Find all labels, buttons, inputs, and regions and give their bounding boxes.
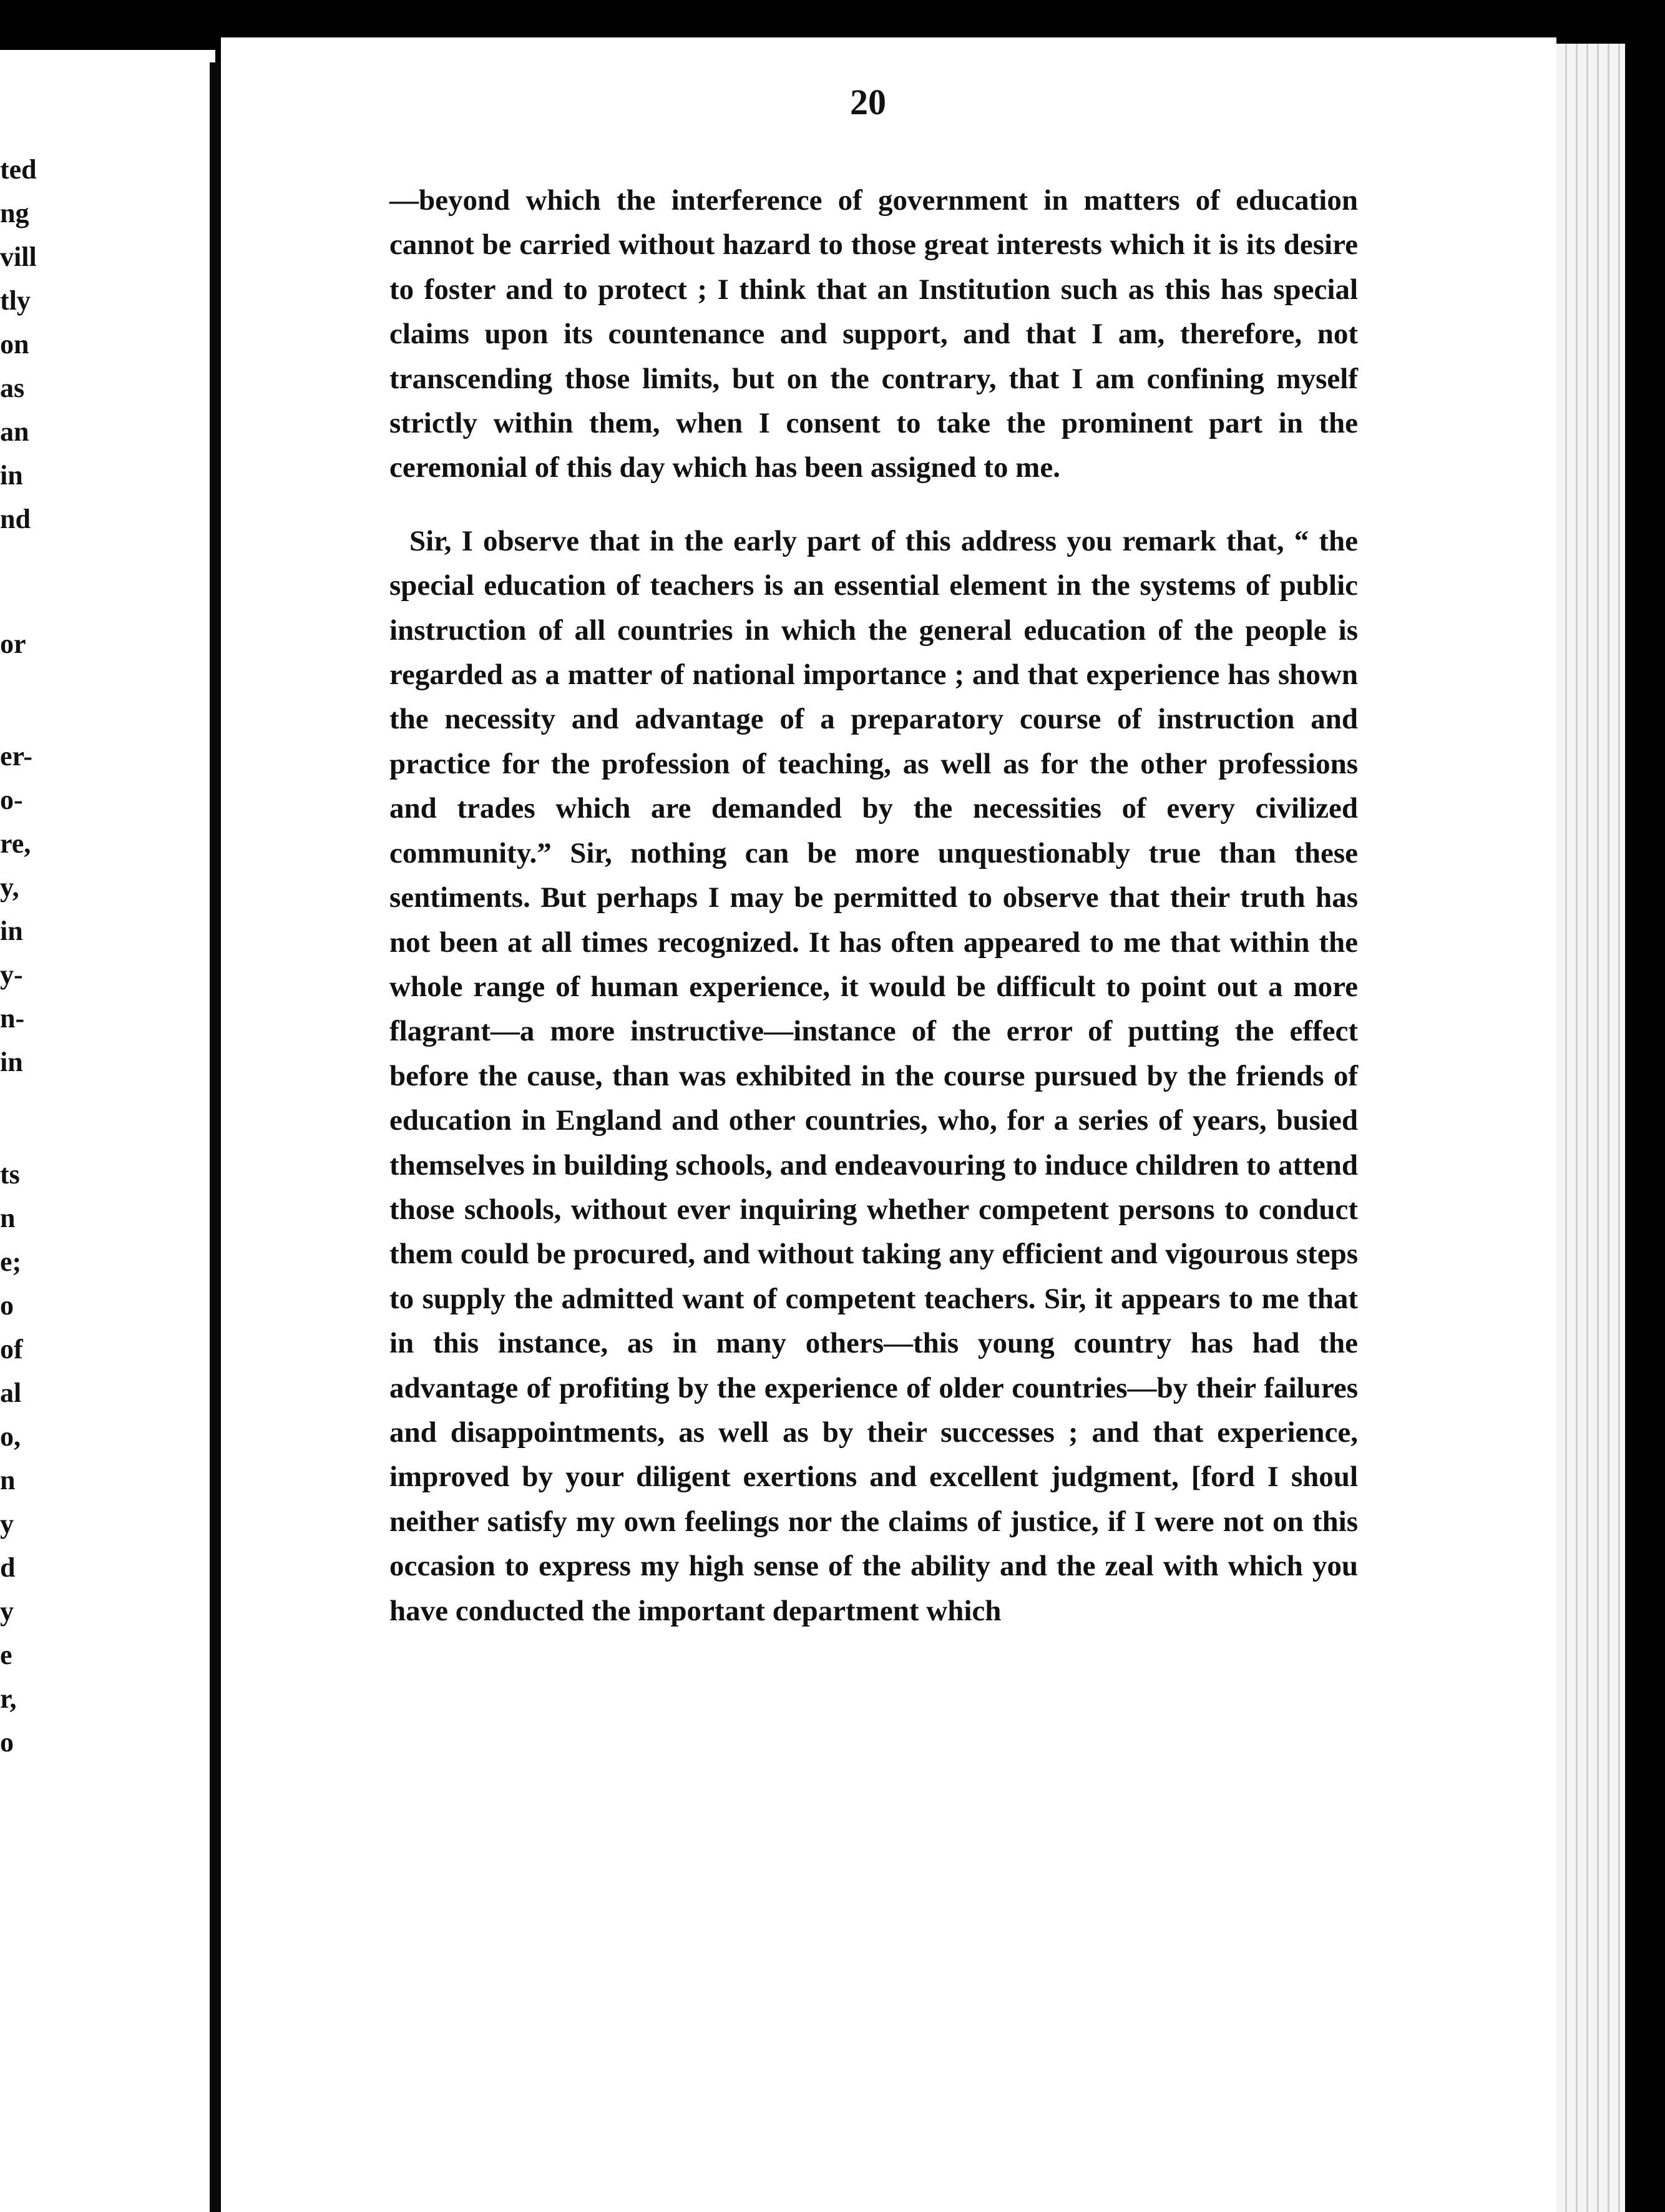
paragraph: Sir, I observe that in the early part of this address you remark that, “ the special education of teachers is an essential element in the systems of public instruction of all countries in which the general education of the people is regarded as a matter of national importance ; and that experience has shown the necessity and advantage of a preparatory course of instruction and practice for the profession of teaching, as well as for the other professions and trades which are demanded by the necessities of every civilized community.” Sir, nothing can be more unquestionably true than these sentiments. But perhaps I may be permitted to observe that their truth has not been at all times recognized. It has often appeared to me that within the whole range of human experience, it would be difficult to point out a more flagrant—a more instructive—instance of the error of putting the effect before the cause, than was exhibited in the course pursued by the friends of education in England and other countries, who, for a series of years, busied themselves in building schools, and endeavouring to induce children to attend those schools, without ever inquiring whether competent persons to conduct them could be procured, and without taking any efficient and vigourous steps to supply the admitted want of competent teachers. Sir, it appears to me that in this instance, as in many others—this young country has had the advantage of profiting by the experience of older countries—by their failures and disappointments, as well as by their successes ; and that experience, improved by your diligent exertions and excellent judgment, [ford I shoul neither satisfy my own feelings nor the claims of justice, if I were not on this occasion to express my high sense of the ability and the zeal with which you have conducted the important department which xyxy=(389,524,1358,1627)
previous-page-fragment: or xyxy=(0,629,26,659)
previous-page-margin xyxy=(0,50,215,2212)
previous-page-fragment: al xyxy=(0,1378,22,1408)
previous-page-fragment: y, xyxy=(0,872,19,903)
previous-page-fragment: d xyxy=(0,1552,16,1583)
previous-page-fragment: as xyxy=(0,373,25,403)
previous-page-fragment: tly xyxy=(0,285,31,316)
book-spine xyxy=(210,62,221,2212)
previous-page-line-ends xyxy=(0,50,215,2212)
previous-page-fragment: e; xyxy=(0,1246,22,1277)
previous-page-fragment: o xyxy=(0,1727,14,1758)
previous-page-fragment: ted xyxy=(0,154,37,185)
previous-page-fragment: r, xyxy=(0,1683,17,1714)
previous-page-fragment: in xyxy=(0,460,23,491)
page-number: 20 xyxy=(850,82,886,122)
previous-page-fragment: n xyxy=(0,1465,16,1495)
previous-page-fragment: y- xyxy=(0,959,23,990)
previous-page-fragment: o, xyxy=(0,1421,21,1452)
previous-page-fragment: ng xyxy=(0,198,29,228)
previous-page-fragment: er- xyxy=(0,741,33,771)
previous-page-fragment: n xyxy=(0,1203,16,1233)
paragraph: —beyond which the interference of government in matters of education cannot be carried without hazard to those great interests which it is its desire to foster and to protect ; I think that an Institution such as this has special claims upon its countenance and support, and that I am, therefore, not transcending those limits, but on the contrary, that I am confining myself strictly within them, when I consent to take the prominent part in the ceremonial of this day which has been assigned to me. xyxy=(389,184,1358,484)
previous-page-fragment: y xyxy=(0,1509,14,1539)
previous-page-fragment: o xyxy=(0,1290,14,1321)
previous-page-fragment: ts xyxy=(0,1159,20,1190)
previous-page-fragment: on xyxy=(0,329,29,360)
previous-page-fragment: in xyxy=(0,916,23,946)
page-edges xyxy=(1556,44,1625,2212)
previous-page-fragment: of xyxy=(0,1334,23,1364)
previous-page-fragment: e xyxy=(0,1640,12,1670)
previous-page-fragment: in xyxy=(0,1047,23,1077)
previous-page-fragment: o- xyxy=(0,785,23,815)
previous-page-fragment: nd xyxy=(0,504,31,534)
previous-page-fragment: an xyxy=(0,416,29,447)
page-body xyxy=(389,179,1358,1633)
previous-page-fragment: vill xyxy=(0,242,37,272)
previous-page-fragment: y xyxy=(0,1596,14,1627)
previous-page-fragment: n- xyxy=(0,1003,25,1034)
previous-page-fragment: re, xyxy=(0,828,31,859)
